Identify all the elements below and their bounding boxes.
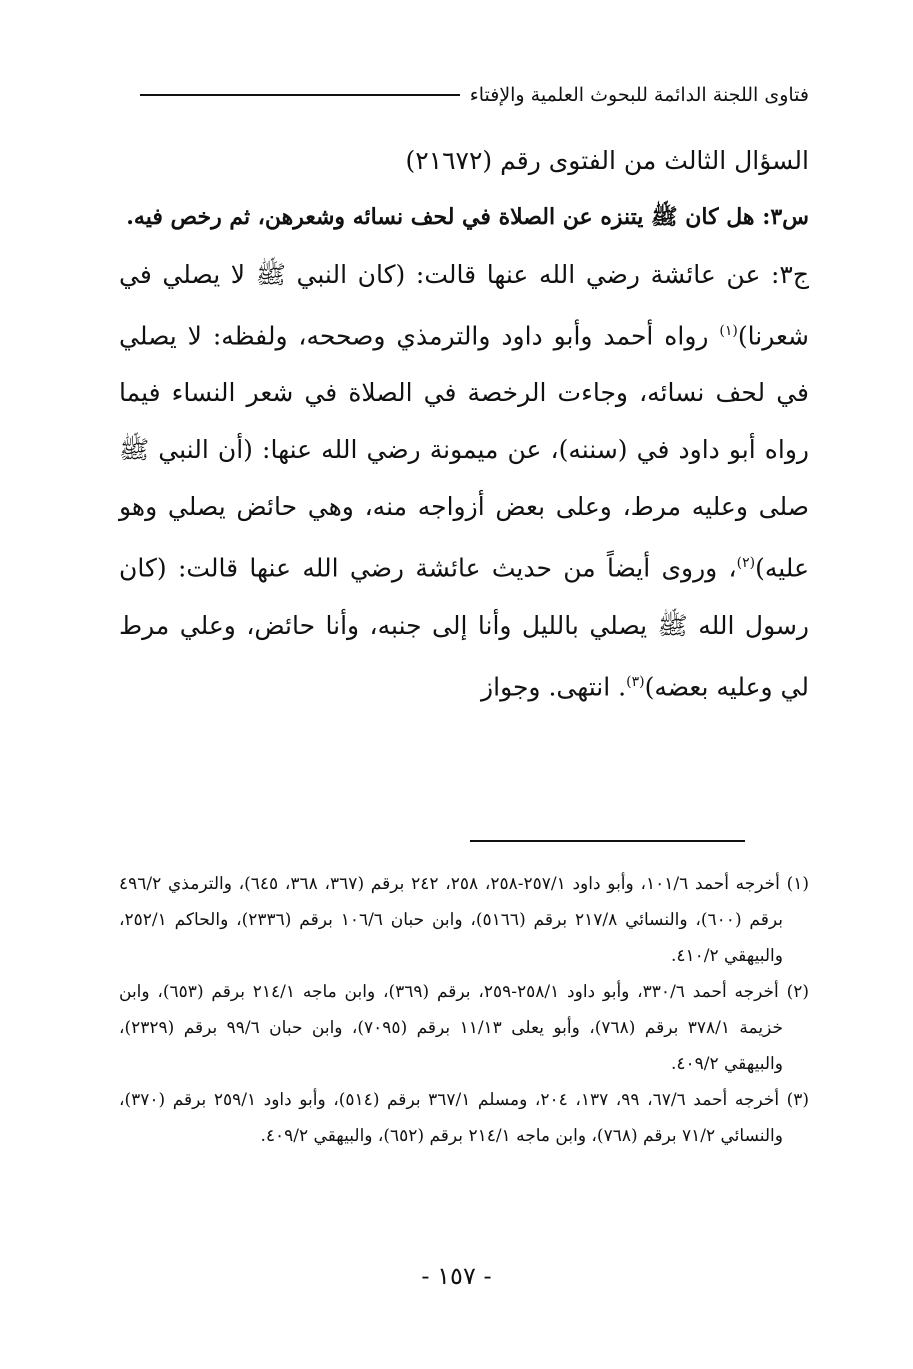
answer-paragraph <box>119 246 809 715</box>
question-heading: السؤال الثالث من الفتوى رقم (٢١٦٧٢) <box>405 146 809 175</box>
answer-part-2: رواه أحمد وأبو داود والترمذي وصححه، ولفظه: لا يصلي في لحف نسائه، وجاءت الرخصة في الصلاة في شعر النساء فيما رواه أبو داود في (سننه)، عن ميمونة رضي الله عنها: (أن النبي ﷺ صلى وعليه مرط، وعلى بعض أزواجه منه، وهي حائض يصلي وهو عليه) <box>119 321 809 583</box>
header-rule <box>140 94 460 96</box>
header-title: فتاوى اللجنة الدائمة للبحوث العلمية والإفتاء <box>469 84 809 106</box>
page-number: - ١٥٧ - <box>421 1262 492 1290</box>
answer-part-1: ج٣: عن عائشة رضي الله عنها قالت: (كان النبي ﷺ لا يصلي في شعرنا) <box>119 260 809 351</box>
answer-part-4: . انتهى. وجواز <box>481 671 627 701</box>
footnote-ref-1[interactable]: (١) <box>719 323 738 339</box>
footnote-1: (١) أخرجه أحمد ١٠١/٦، وأبو داود ٢٥٧/١-٢٥٨، ٢٥٨، ٢٤٢ برقم (٣٦٧، ٣٦٨، ٦٤٥)، والترمذي ٤٩٦/٢ برقم (٦٠٠)، والنسائي ٢١٧/٨ برقم (٥١٦٦)، وابن حبان ١٠٦/٦ برقم (٢٣٣٦)، والحاكم ٢٥٢/١، والبيهقي ٤١٠/٢. <box>119 874 810 966</box>
running-header <box>140 84 809 106</box>
answer-part-3: ، وروى أيضاً من حديث عائشة رضي الله عنها قالت: (كان رسول الله ﷺ يصلي بالليل وأنا إلى جنبه، وأنا حائض، وعلي مرط لي وعليه بعضه) <box>119 553 809 701</box>
footnote-2: (٢) أخرجه أحمد ٣٣٠/٦، وأبو داود ٢٥٨/١-٢٥٩، برقم (٣٦٩)، وابن ماجه ٢١٤/١ برقم (٦٥٣)، وابن خزيمة ٣٧٨/١ برقم (٧٦٨)، وأبو يعلى ١١/١٣ برقم (٧٠٩٥)، وابن حبان ٩٩/٦ برقم (٢٣٢٩)، والبيهقي ٤٠٩/٢. <box>119 982 809 1074</box>
question-text: س٣: هل كان ﷺ يتنزه عن الصلاة في لحف نسائه وشعرهن، ثم رخص فيه. <box>126 204 809 230</box>
footnote-separator <box>470 840 745 842</box>
footnote-ref-2[interactable]: (٢) <box>736 555 756 572</box>
footnotes <box>119 866 809 1154</box>
footnote-ref-3[interactable]: (٣) <box>626 673 645 690</box>
footnote-3: (٣) أخرجه أحمد ٦٧/٦، ٩٩، ١٣٧، ٢٠٤، ومسلم ٣٦٧/١ برقم (٥١٤)، وأبو داود ٢٥٩/١ برقم (٣٧٠)، والنسائي ٧١/٢ برقم (٧٦٨)، وابن ماجه ٢١٤/١ برقم (٦٥٢)، والبيهقي ٤٠٩/٢. <box>119 1090 810 1146</box>
main-text <box>119 132 809 715</box>
